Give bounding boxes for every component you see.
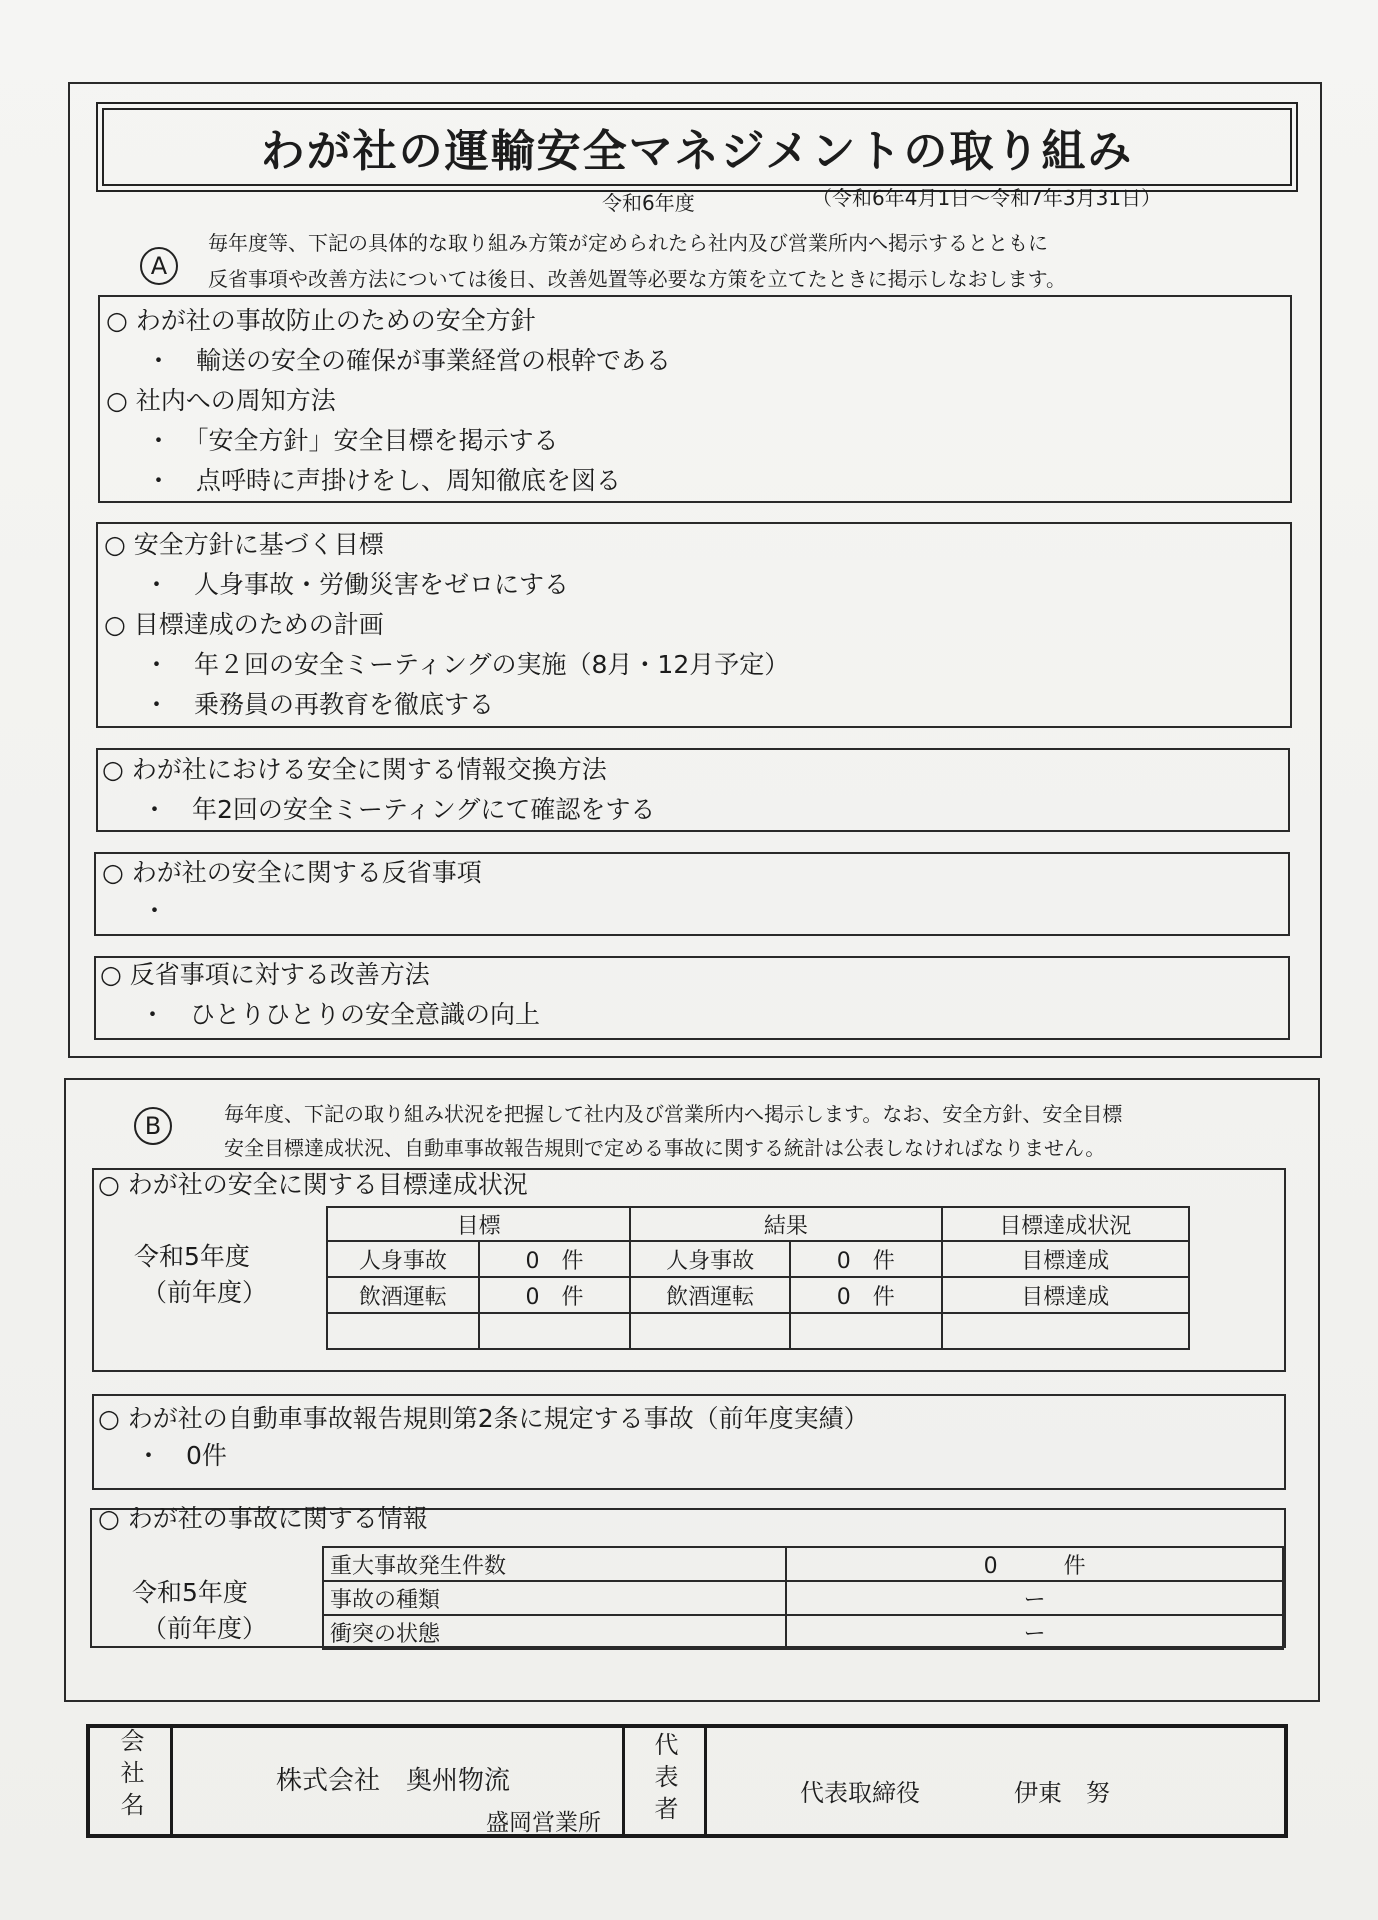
table-cell: [327, 1313, 479, 1349]
plan-item-2: ・ 乗務員の再教育を徹底する: [144, 690, 495, 719]
accident-info-table: [322, 1546, 1284, 1650]
table-cell: 飲酒運転: [327, 1277, 479, 1313]
fiscal-period: （令和6年4月1日～令和7年3月31日）: [812, 186, 1162, 210]
divider: [170, 1726, 173, 1834]
table-row: [327, 1241, 1189, 1277]
title-box: [96, 102, 1298, 192]
goals-item: ・ 人身事故・労働災害をゼロにする: [144, 570, 570, 599]
divider: [704, 1726, 707, 1834]
goal-status-table: [326, 1206, 1190, 1350]
table-cell: 人身事故: [327, 1241, 479, 1277]
table-cell: 0 件: [790, 1277, 942, 1313]
table-cell: 0 件: [786, 1547, 1283, 1581]
branch-name: 盛岡営業所: [486, 1810, 601, 1836]
reflection-heading: ○ わが社の安全に関する反省事項: [102, 858, 482, 887]
section-b-intro-line2: 安全目標達成状況、自動車事故報告規則で定める事故に関する統計は公表しなければなりません。: [224, 1136, 1106, 1160]
divider: [622, 1726, 625, 1834]
table-cell: [790, 1313, 942, 1349]
table-cell: 事故の種類: [323, 1581, 786, 1615]
table-cell: ー: [786, 1581, 1283, 1615]
table-cell: [479, 1313, 631, 1349]
accident-report-heading: ○ わが社の自動車事故報告規則第2条に規定する事故（前年度実績）: [98, 1404, 869, 1433]
representative-name: 伊東 努: [1014, 1779, 1110, 1807]
table-cell: [942, 1313, 1189, 1349]
table-row: [323, 1547, 1283, 1581]
table-cell: 衝突の状態: [323, 1615, 786, 1649]
table-row: [327, 1277, 1189, 1313]
table-cell: 飲酒運転: [630, 1277, 790, 1313]
info-exchange-item: ・ 年2回の安全ミーティングにて確認をする: [142, 795, 656, 824]
accident-report-item: ・ 0件: [136, 1441, 227, 1470]
table-cell: ー: [786, 1615, 1283, 1649]
improvement-item: ・ ひとりひとりの安全意識の向上: [140, 1000, 541, 1029]
col-header-achievement: 目標達成状況: [942, 1207, 1189, 1241]
goal-status-year: 令和5年度: [134, 1242, 250, 1271]
table-cell: 0 件: [790, 1241, 942, 1277]
table-cell: 0 件: [479, 1241, 631, 1277]
table-row: [327, 1313, 1189, 1349]
plan-item-1: ・ 年２回の安全ミーティングの実施（8月・12月予定）: [144, 650, 790, 679]
goal-status-heading: ○ わが社の安全に関する目標達成状況: [98, 1170, 528, 1199]
notice-item-2: ・ 点呼時に声掛けをし、周知徹底を図る: [146, 466, 622, 495]
notice-heading: ○ 社内への周知方法: [106, 386, 336, 415]
table-cell: 0 件: [479, 1277, 631, 1313]
col-header-goal: 目標: [327, 1207, 630, 1241]
improvement-heading: ○ 反省事項に対する改善方法: [100, 960, 430, 989]
notice-item-1: ・ 「安全方針」安全目標を掲示する: [146, 426, 559, 455]
section-a-mark: A: [140, 247, 178, 285]
table-row: [323, 1581, 1283, 1615]
table-cell: 重大事故発生件数: [323, 1547, 786, 1581]
company-label: 会社名: [116, 1728, 144, 1824]
accident-info-heading: ○ わが社の事故に関する情報: [98, 1504, 428, 1533]
section-b-mark: B: [134, 1107, 172, 1145]
goal-status-year-note: （前年度）: [142, 1278, 268, 1307]
table-cell: 目標達成: [942, 1277, 1189, 1313]
accident-info-year: 令和5年度: [132, 1578, 248, 1607]
fiscal-year: 令和6年度: [602, 191, 695, 215]
table-row: [323, 1615, 1283, 1649]
policy-item: ・ 輸送の安全の確保が事業経営の根幹である: [146, 346, 672, 375]
table-cell: 目標達成: [942, 1241, 1189, 1277]
goals-heading: ○ 安全方針に基づく目標: [104, 530, 384, 559]
plan-heading: ○ 目標達成のための計画: [104, 610, 384, 639]
accident-info-year-note: （前年度）: [142, 1614, 268, 1643]
representative-label: 代表者: [650, 1732, 678, 1828]
reflection-item: ・: [142, 896, 168, 925]
section-b-intro-line1: 毎年度、下記の取り組み状況を把握して社内及び営業所内へ掲示します。なお、安全方針、安全目標: [224, 1102, 1123, 1126]
table-cell: 人身事故: [630, 1241, 790, 1277]
section-a-intro-line2: 反省事項や改善方法については後日、改善処置等必要な方策を立てたときに掲示しなおします。: [208, 267, 1066, 291]
col-header-result: 結果: [630, 1207, 941, 1241]
company-name: 株式会社 奥州物流: [276, 1766, 511, 1796]
section-a-intro-line1: 毎年度等、下記の具体的な取り組み方策が定められたら社内及び営業所内へ掲示するとともに: [208, 231, 1048, 255]
policy-heading: ○ わが社の事故防止のための安全方針: [106, 306, 536, 335]
table-cell: [630, 1313, 790, 1349]
info-exchange-heading: ○ わが社における安全に関する情報交換方法: [102, 755, 607, 784]
representative-title: 代表取締役: [800, 1779, 920, 1807]
page-title: わが社の運輸安全マネジメントの取り組み: [260, 126, 1134, 177]
